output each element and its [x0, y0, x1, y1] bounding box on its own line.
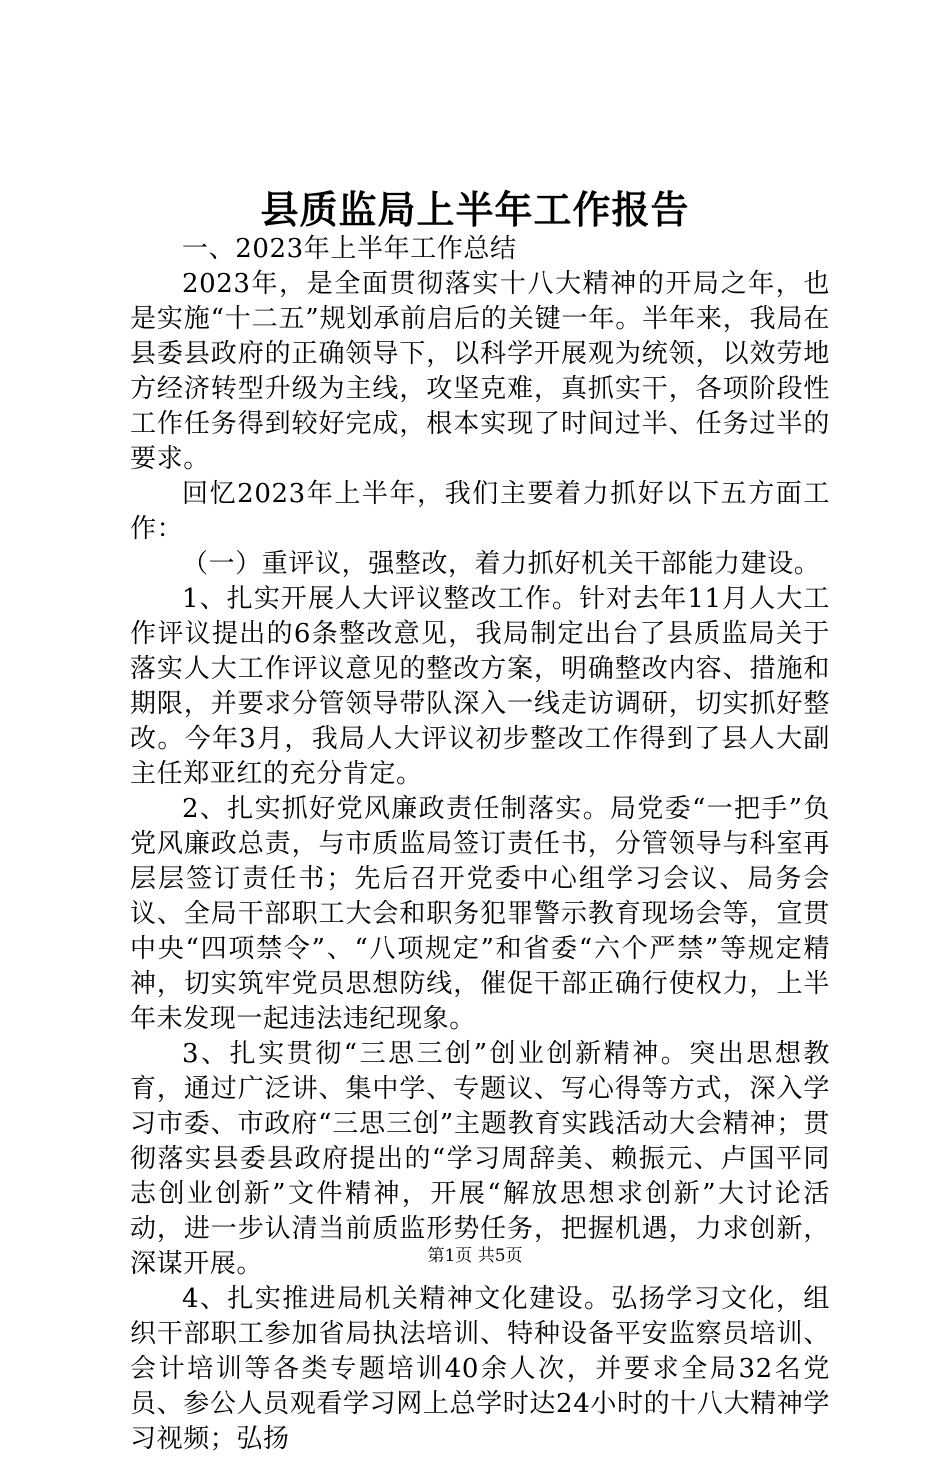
- page-number-footer: 第1页 共5页: [427, 1246, 523, 1266]
- subsection-heading: （一）重评议，强整改，着力抓好机关干部能力建设。: [182, 549, 821, 579]
- document-body: [130, 232, 830, 1457]
- body-paragraph: 3、扎实贯彻“三思三创”创业创新精神。突出思想教育，通过广泛讲、集中学、专题议、写心得等方式，深入学习市委、市政府“三思三创”主题教育实践活动大会精神；贯彻落实县委县政府提出的“学习周辞美、赖振元、卢国平同志创业创新”文件精神，开展“解放思想求创新”大讨论活动，进一步认清当前质监形势任务，把握机遇，力求创新，深谋开展。: [130, 1039, 830, 1279]
- document-title: 县质监局上半年工作报告: [260, 187, 690, 232]
- body-paragraph: 回忆2023年上半年，我们主要着力抓好以下五方面工作：: [130, 479, 830, 544]
- body-paragraph: 2、扎实抓好党风廉政责任制落实。局党委“一把手”负党风廉政总责，与市质监局签订责任书，分管领导与科室再层层签订责任书；先后召开党委中心组学习会议、局务会议、全局干部职工大会和职务犯罪警示教育现场会等，宣贯中央“四项禁令”、“八项规定”和省委“六个严禁”等规定精神，切实筑牢党员思想防线，催促干部正确行使权力，上半年未发现一起违法违纪现象。: [130, 794, 830, 1034]
- section-heading: 一、2023年上半年工作总结: [182, 234, 517, 264]
- body-paragraph: 1、扎实开展人大评议整改工作。针对去年11月人大工作评议提出的6条整改意见，我局制定出台了县质监局关于落实人大工作评议意见的整改方案，明确整改内容、措施和期限，并要求分管领导带队深入一线走访调研，切实抓好整改。今年3月，我局人大评议初步整改工作得到了县人大副主任郑亚红的充分肯定。: [130, 584, 830, 789]
- body-paragraph: 4、扎实推进局机关精神文化建设。弘扬学习文化，组织干部职工参加省局执法培训、特种设备平安监察员培训、会计培训等各类专题培训40余人次，并要求全局32名党员、参公人员观看学习网上总学时达24小时的十八大精神学习视频；弘扬: [130, 1284, 830, 1454]
- body-paragraph: 2023年，是全面贯彻落实十八大精神的开局之年，也是实施“十二五”规划承前启后的关键一年。半年来，我局在县委县政府的正确领导下，以科学开展观为统领，以效劳地方经济转型升级为主线，攻坚克难，真抓实干，各项阶段性工作任务得到较好完成，根本实现了时间过半、任务过半的要求。: [130, 269, 830, 474]
